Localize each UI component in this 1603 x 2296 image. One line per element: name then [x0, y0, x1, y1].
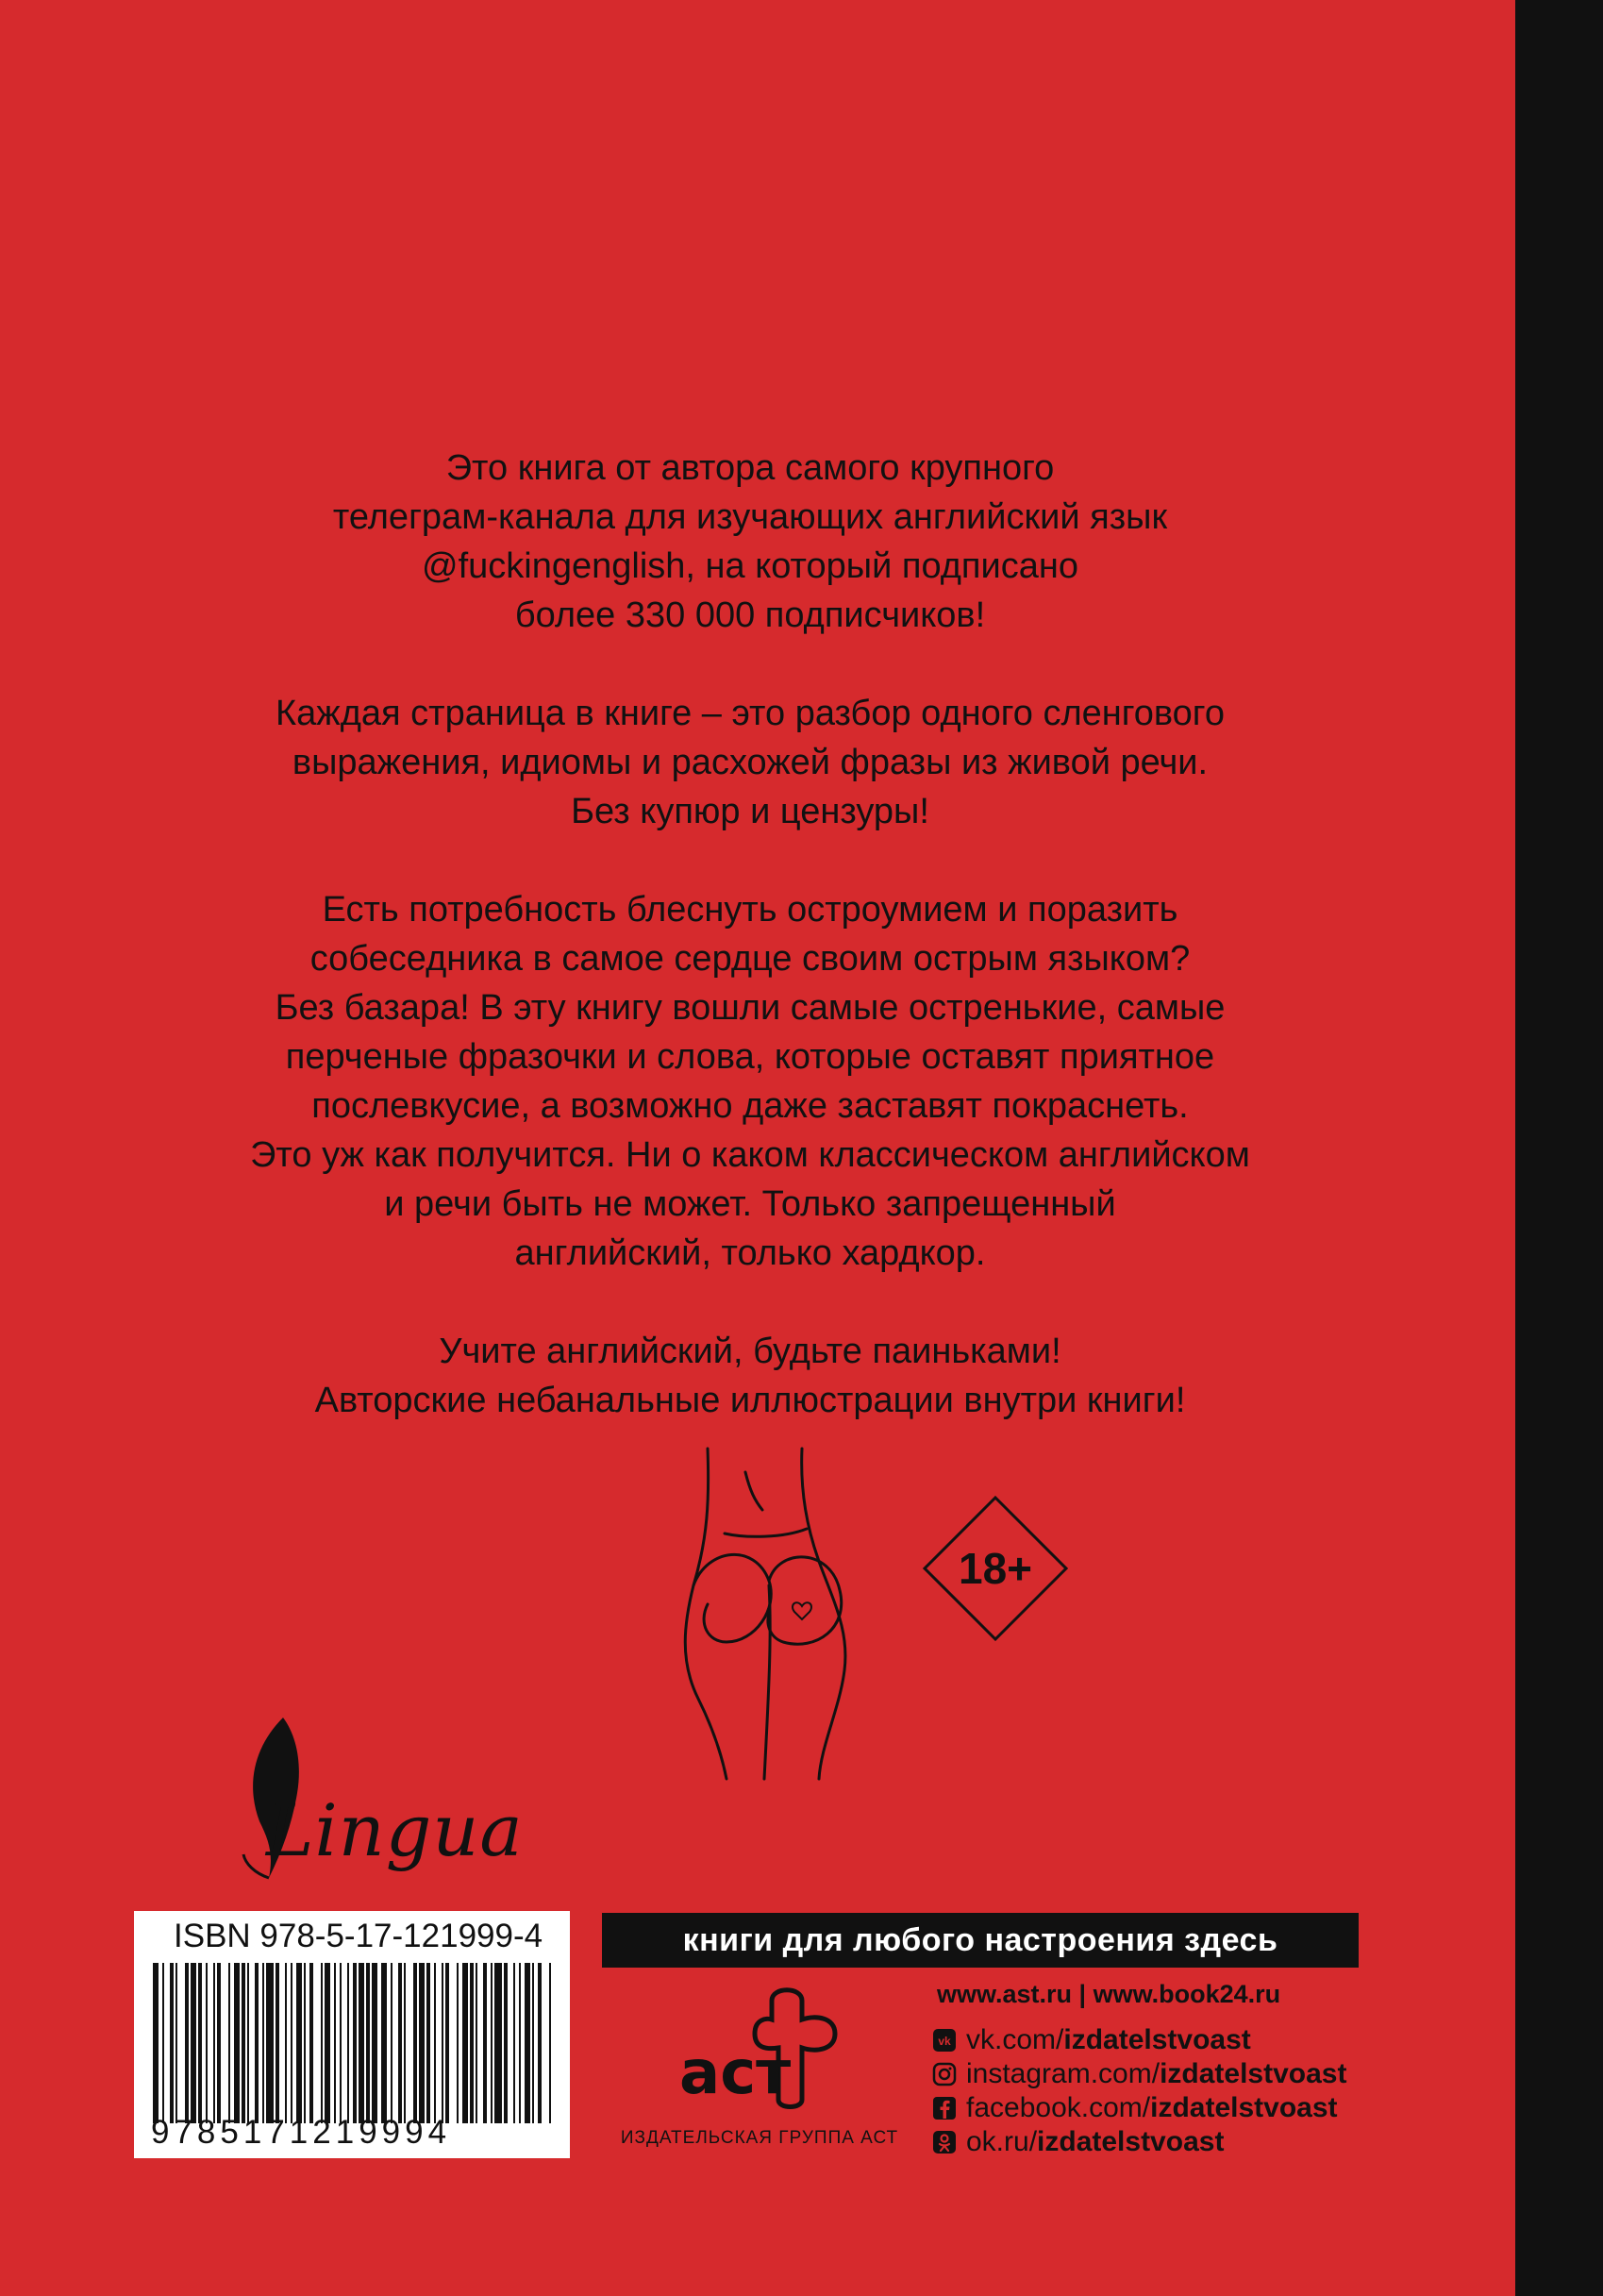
barcode-bar: [381, 1963, 387, 2123]
barcode-bar: [470, 1963, 474, 2123]
ast-logo-text: аст: [679, 2038, 792, 2108]
barcode-bar: [372, 1963, 377, 2123]
series-logo-lingua: Lingua: [266, 1788, 524, 1872]
age-rating-badge: [920, 1493, 1071, 1644]
blurb-line: Авторские небанальные иллюстрации внутри книги!: [314, 1381, 1186, 1420]
social-handle: izdatelstvoast: [1037, 2126, 1225, 2157]
barcode-bar: [483, 1963, 487, 2123]
barcode-bar: [262, 1963, 264, 2123]
blurb-line: Это книга от автора самого крупного: [445, 448, 1055, 488]
barcode-bar: [391, 1963, 392, 2123]
barcode-bar: [255, 1963, 259, 2123]
barcode-bar: [276, 1963, 279, 2123]
age-rating-text: 18+: [958, 1544, 1033, 1593]
barcode-bar: [185, 1963, 189, 2123]
blurb-line: выражения, идиомы и расхожей фразы из живой речи.: [292, 743, 1209, 782]
barcode-bar: [513, 1963, 515, 2123]
barcode-bar: [170, 1963, 174, 2123]
social-prefix: instagram.com/: [966, 2058, 1161, 2089]
social-prefix: ok.ru/: [966, 2126, 1038, 2157]
barcode-bar: [549, 1963, 551, 2123]
barcode-bar: [457, 1963, 459, 2123]
barcode-bar: [206, 1963, 208, 2123]
barcode-bar: [434, 1963, 436, 2123]
barcode-bar: [325, 1963, 330, 2123]
publisher-caption: ИЗДАТЕЛЬСКАЯ ГРУППА АСТ: [620, 2128, 899, 2148]
blurb-paragraph-1: [113, 444, 1387, 640]
blurb-line: Учите английский, будьте паиньками!: [439, 1332, 1061, 1371]
blurb-line: Есть потребность блеснуть остроумием и поразить: [322, 890, 1178, 930]
blurb-paragraph-4: [113, 1327, 1387, 1425]
social-link-vk[interactable]: [932, 2023, 1346, 2057]
social-handle: izdatelstvoast: [1150, 2092, 1338, 2123]
blurb-line: телеграм-канала для изучающих английский язык: [332, 497, 1168, 537]
vk-icon: [932, 2028, 957, 2053]
instagram-icon: [932, 2062, 957, 2087]
barcode-bar: [191, 1963, 196, 2123]
blurb-line: Это уж как получится. Ни о каком классическом английском: [250, 1135, 1250, 1175]
barcode-bar: [353, 1963, 357, 2123]
barcode-bar: [398, 1963, 402, 2123]
barcode-bar: [494, 1963, 502, 2123]
barcode-bar: [413, 1963, 417, 2123]
barcode-bar: [347, 1963, 349, 2123]
barcode-bar: [175, 1963, 177, 2123]
social-link-instagram[interactable]: [932, 2057, 1346, 2091]
barcode-bar: [285, 1963, 287, 2123]
barcode-bar: [504, 1963, 508, 2123]
barcode-bar: [532, 1963, 534, 2123]
isbn-label: ISBN 978-5-17-121999-4: [174, 1918, 543, 1954]
blurb-line: Без базара! В эту книгу вошли самые остренькие, самые: [275, 988, 1226, 1028]
facebook-icon: [932, 2096, 957, 2120]
line-drawing-illustration: [651, 1444, 934, 1784]
blurb-line: Каждая страница в книге – это разбор одного сленгового: [276, 694, 1225, 733]
barcode-bar: [217, 1963, 221, 2123]
barcode-bar: [419, 1963, 425, 2123]
barcode-bar: [476, 1963, 477, 2123]
blurb-paragraph-2: [113, 689, 1387, 836]
barcode-icon: [153, 1963, 553, 2123]
barcode-bar: [491, 1963, 493, 2123]
barcode-bar: [538, 1963, 542, 2123]
dark-side-strip: [1515, 0, 1603, 2296]
barcode-bar: [340, 1963, 342, 2123]
ok-icon: [932, 2130, 957, 2154]
barcode-bar: [519, 1963, 521, 2123]
barcode-bar: [426, 1963, 430, 2123]
svg-text:vk: vk: [938, 2035, 951, 2048]
barcode-bar: [442, 1963, 443, 2123]
barcode-bar: [291, 1963, 292, 2123]
barcode-bar: [228, 1963, 230, 2123]
social-prefix: facebook.com/: [966, 2092, 1151, 2123]
barcode-bar: [366, 1963, 370, 2123]
barcode-bar: [266, 1963, 274, 2123]
blurb-line: собеседника в самое сердце своим острым языком?: [309, 939, 1191, 979]
barcode-bar: [296, 1963, 302, 2123]
social-prefix: vk.com/: [966, 2024, 1064, 2055]
barcode-bar: [198, 1963, 202, 2123]
barcode-bar: [213, 1963, 215, 2123]
isbn-digits: 9785171219994: [151, 2114, 452, 2151]
barcode-bar: [462, 1963, 468, 2123]
cover-blurb: [113, 444, 1387, 1474]
social-link-facebook[interactable]: [932, 2091, 1346, 2125]
social-link-ok[interactable]: [932, 2125, 1346, 2159]
barcode-bar: [334, 1963, 336, 2123]
blurb-line: Без купюр и цензуры!: [571, 792, 929, 831]
barcode-bar: [247, 1963, 249, 2123]
social-handle: izdatelstvoast: [1160, 2058, 1347, 2089]
barcode-bar: [153, 1963, 159, 2123]
blurb-line: и речи быть не может. Только запрещенный: [384, 1184, 1116, 1224]
social-links: [932, 2023, 1346, 2159]
blurb-line: перченые фразочки и слова, которые оставят приятное: [285, 1037, 1215, 1077]
barcode-bar: [359, 1963, 364, 2123]
blurb-line: послевкусие, а возможно даже заставят покраснеть.: [311, 1086, 1189, 1126]
blurb-line: @fuckingenglish, на который подписано: [422, 546, 1078, 586]
barcode-bar: [404, 1963, 406, 2123]
website-links[interactable]: www.ast.ru | www.book24.ru: [937, 1980, 1281, 2008]
barcode-bar: [525, 1963, 530, 2123]
social-handle: izdatelstvoast: [1063, 2024, 1251, 2055]
barcode-bar: [304, 1963, 306, 2123]
ast-publisher-logo: [660, 1982, 868, 2114]
barcode-bar: [309, 1963, 313, 2123]
slogan-banner: книги для любого настроения здесь: [602, 1913, 1359, 1968]
barcode-bar: [445, 1963, 449, 2123]
barcode-bar: [234, 1963, 240, 2123]
blurb-line: более 330 000 подписчиков!: [514, 595, 986, 635]
blurb-paragraph-3: [113, 885, 1387, 1278]
barcode-bar: [162, 1963, 164, 2123]
blurb-line: английский, только хардкор.: [514, 1233, 986, 1273]
barcode-bar: [321, 1963, 323, 2123]
barcode-bar: [242, 1963, 245, 2123]
